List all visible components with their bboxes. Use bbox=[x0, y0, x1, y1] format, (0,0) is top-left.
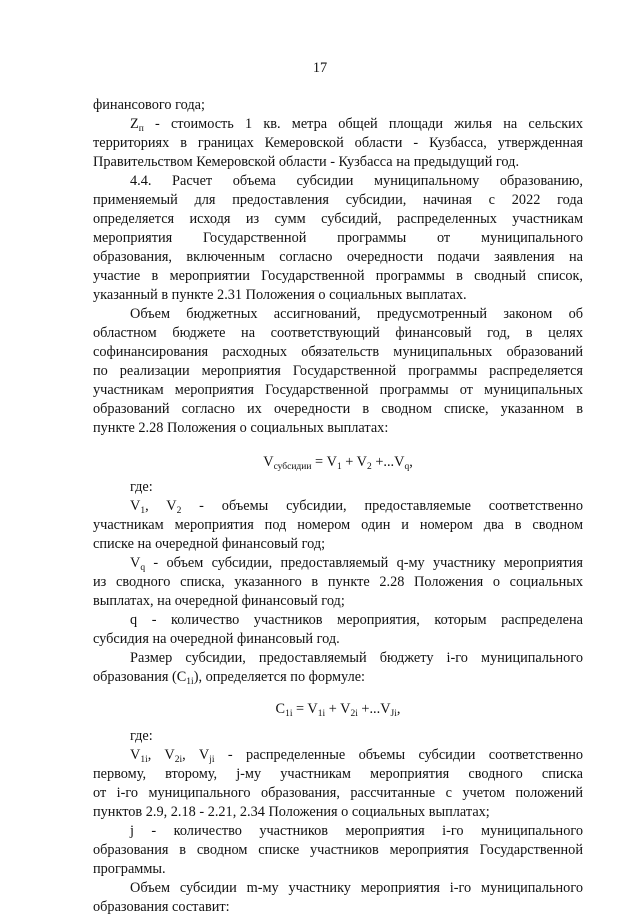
text-line: определяется исходя из сумм субсидий, распределенных участникам bbox=[93, 211, 583, 227]
text-line: участникам мероприятия под номером один и номером два в сводном bbox=[93, 517, 583, 533]
text-line: где: bbox=[130, 728, 153, 744]
page-number: 17 bbox=[312, 60, 328, 76]
text-line: образований согласно их очередности в сводном списке, указанном в bbox=[93, 401, 583, 417]
text-line: первому, второму, j-му участникам мероприятия сводного списка bbox=[93, 766, 583, 782]
text-line: программы. bbox=[93, 861, 166, 877]
text-line: территориях в границах Кемеровской области - Кузбасса, утвержденная bbox=[93, 135, 583, 151]
text-line: областном бюджете на соответствующий финансовый год, в целях bbox=[93, 325, 583, 341]
text-line: участникам мероприятия Государственной программы от муниципальных bbox=[93, 382, 583, 398]
text-line: $V_{1i}$, $V_{2i}$, $V_{ji}$ - распределенные объемы субсидии соответственно bbox=[130, 747, 583, 765]
text-line: $Z_п$ - стоимость 1 кв. метра общей площади жилья на сельских bbox=[130, 116, 583, 134]
text-line: образования, включенным согласно очередности подачи заявления на bbox=[93, 249, 583, 265]
text-line: участие в мероприятии Государственной программы в сводный список, bbox=[93, 268, 583, 284]
text-line: финансового года; bbox=[93, 97, 205, 113]
text-line: Объем бюджетных ассигнований, предусмотренный законом об bbox=[130, 306, 583, 322]
text-line: из сводного списка, указанного в пункте 2.28 Положения о социальных bbox=[93, 574, 583, 590]
text-line: $V_q$ - объем субсидии, предоставляемый q-му участнику мероприятия bbox=[130, 555, 583, 573]
text-line: указанный в пункте 2.31 Положения о социальных выплатах. bbox=[93, 287, 467, 303]
text-line: образования в сводном списке участников мероприятия Государственной bbox=[93, 842, 583, 858]
text-line: где: bbox=[130, 479, 153, 495]
text-line: списке на очередной финансовый год; bbox=[93, 536, 326, 552]
text-line: $V_1$, $V_2$ - объемы субсидии, предоставляемые соответственно bbox=[130, 498, 583, 516]
formula-1: $V_{субсидии} = V_1 + V_2 +...V_q$, bbox=[263, 454, 413, 472]
text-line: Объем субсидии m-му участнику мероприятия i-го муниципального bbox=[130, 880, 583, 896]
text-line: пунктов 2.9, 2.18 - 2.21, 2.34 Положения о социальных выплатах; bbox=[93, 804, 490, 820]
text-line: субсидия на очередной финансовый год. bbox=[93, 631, 340, 647]
text-line: образования составит: bbox=[93, 899, 230, 915]
text-line: мероприятия Государственной программы от муниципального bbox=[93, 230, 583, 246]
text-line: j - количество участников мероприятия i-го муниципального bbox=[130, 823, 583, 839]
text-line: q - количество участников мероприятия, которым распределена bbox=[130, 612, 583, 628]
text-line: Правительством Кемеровской области - Кузбасса на предыдущий год. bbox=[93, 154, 520, 170]
formula-2: $C_{1i} = V_{1i} + V_{2i} +...V_{Ji}$, bbox=[275, 701, 401, 719]
paragraph-heading-line: 4.4. Расчет объема субсидии муниципальному образованию, bbox=[130, 173, 583, 189]
text-line: пункте 2.28 Положения о социальных выплатах: bbox=[93, 420, 389, 436]
text-line: выплатах, на очередной финансовый год; bbox=[93, 593, 345, 609]
text-line: по реализации мероприятия Государственной программы распределяется bbox=[93, 363, 583, 379]
text-line: Размер субсидии, предоставляемый бюджету i-го муниципального bbox=[130, 650, 583, 666]
text-line: от i-го муниципального образования, рассчитанные с учетом положений bbox=[93, 785, 583, 801]
text-line: применяемый для предоставления субсидии, начиная с 2022 года bbox=[93, 192, 583, 208]
text-line: образования $(C_{1i})$, определяется по формуле: bbox=[93, 669, 366, 687]
text-line: софинансирования расходных обязательств муниципальных образований bbox=[93, 344, 583, 360]
